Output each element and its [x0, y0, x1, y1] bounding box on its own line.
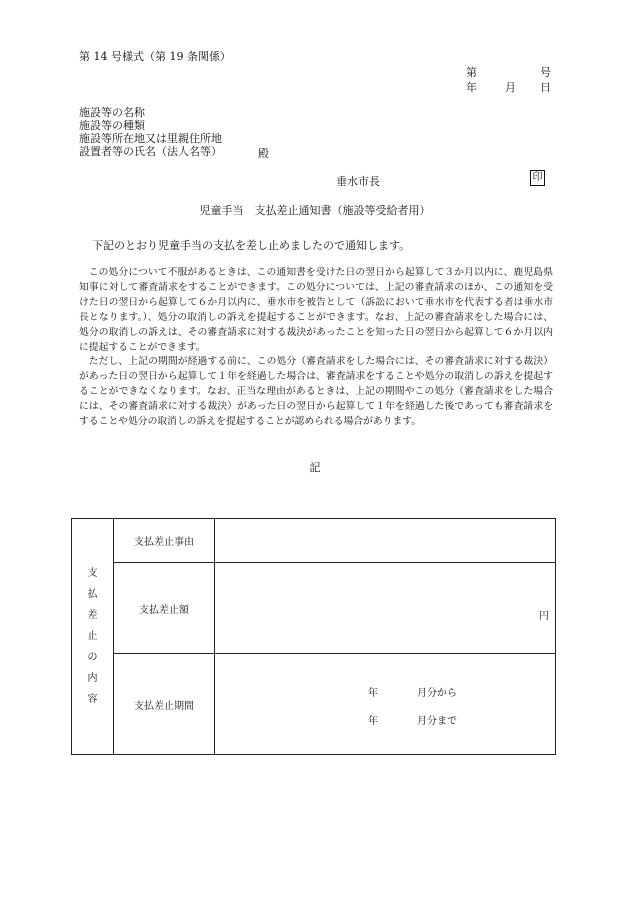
side-label-char: 差	[87, 609, 98, 621]
suspension-details-table	[71, 518, 556, 755]
period-from-month: 月分から	[417, 688, 457, 699]
period-to-year: 年	[368, 716, 378, 727]
contents-side-label	[72, 519, 114, 755]
addressee-operator-name: 設置者等の氏名（法人名等）	[79, 145, 222, 158]
ki-heading: 記	[309, 461, 321, 474]
amount-label: 支払差止額	[114, 563, 215, 654]
appeal-notice-paragraph: ただし、上記の期間が経過する前に、この処分（審査請求をした場合には、その審査請求に対する裁決）があった日の翌日から起算して１年を経過した場合は、審査請求をすることや処分の取消しの訴えを提起することができなくなります。なお、正当な理由があるときは、上記の期間やこの処分（審査請求をした場合には、その審査請求に対する裁決）があった日の翌日から起算して１年を経過した後であっても審査請求をすることや処分の取消しの訴えを提起することが認められる場合があります。	[79, 356, 553, 428]
side-label-char: の	[87, 651, 98, 663]
sender-name: 垂水市長	[336, 175, 380, 188]
period-label: 支払差止期間	[114, 654, 215, 755]
side-label-char: 払	[87, 588, 98, 600]
intro-text: 下記のとおり児童手当の支払を差し止めましたので通知します。	[92, 239, 411, 252]
date-year-label: 年	[466, 81, 477, 94]
addressee-honorific: 殿	[258, 147, 269, 160]
date-month-label: 月	[505, 81, 516, 94]
addressee-facility-name: 施設等の名称	[79, 106, 145, 119]
side-label-char: 止	[87, 630, 98, 642]
form-number: 第 14 号様式（第 19 条関係）	[79, 50, 231, 63]
side-label-char: 支	[87, 567, 98, 579]
period-to-month: 月分まで	[417, 716, 457, 727]
side-label-char: 内	[87, 672, 98, 684]
reason-value-field[interactable]	[215, 519, 556, 563]
period-value-field[interactable]	[215, 654, 556, 755]
doc-number-label: 第	[466, 66, 477, 79]
addressee-address: 施設等所在地又は里親住所地	[79, 132, 222, 145]
yen-unit: 円	[539, 611, 549, 622]
document-title: 児童手当 支払差止通知書（施設等受給者用）	[199, 204, 431, 217]
addressee-facility-type: 施設等の種類	[79, 119, 145, 132]
doc-number-unit: 号	[540, 66, 551, 79]
addressee-block	[79, 106, 222, 158]
reason-label: 支払差止事由	[114, 519, 215, 563]
seal-mark: 印	[530, 170, 545, 186]
amount-value-field[interactable]	[215, 563, 556, 654]
period-from-year: 年	[368, 688, 378, 699]
appeal-notice	[79, 266, 553, 430]
date-day-label: 日	[540, 81, 551, 94]
appeal-notice-paragraph: この処分について不服があるときは、この通知書を受けた日の翌日から起算して３か月以内に、鹿児島県知事に対して審査請求をすることができます。この処分については、上記の審査請求のほか、この通知を受けた日の翌日から起算して６か月以内に、垂水市を被告として（訴訟において垂水市を代表する者は垂水市長となります。）、処分の取消しの訴えを提起することができます。なお、上記の審査請求をした場合には、処分の取消しの訴えは、その審査請求に対する裁決があったことを知った日の翌日から起算して６か月以内に提起することができます。	[79, 267, 553, 353]
side-label-char: 容	[87, 693, 98, 705]
